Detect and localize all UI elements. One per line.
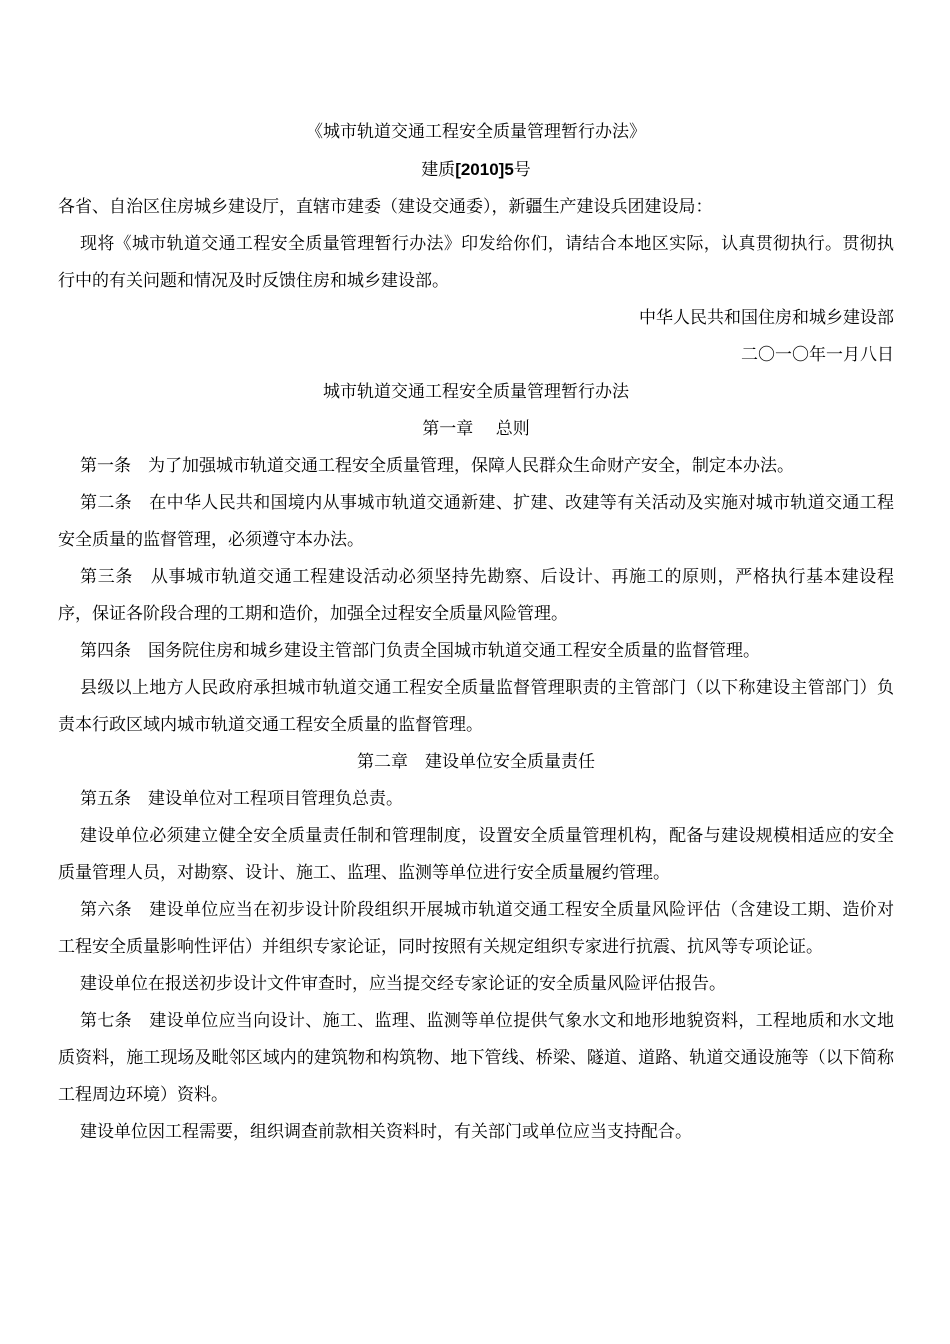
chapter-2-heading: 第二章 建设单位安全质量责任 xyxy=(357,752,595,772)
document-title: 《城市轨道交通工程安全质量管理暂行办法》 xyxy=(306,122,646,142)
article-5: 第五条 建设单位对工程项目管理负总责。 xyxy=(80,789,403,809)
article-6: 第六条 建设单位应当在初步设计阶段组织开展城市轨道交通工程安全质量风险评估（含建设工期、造价对工程安全质量影响性评估）并组织专家论证，同时按照有关规定组织专家进行抗震、抗风等专项论证。 xyxy=(58,900,894,957)
issuer: 中华人民共和国住房和城乡建设部 xyxy=(639,308,894,328)
document-page xyxy=(58,114,894,1151)
article-3: 第三条 从事城市轨道交通工程建设活动必须坚持先勘察、后设计、再施工的原则，严格执行基本建设程序，保证各阶段合理的工期和造价，加强全过程安全质量风险管理。 xyxy=(58,567,894,624)
regulation-title: 城市轨道交通工程安全质量管理暂行办法 xyxy=(323,382,629,402)
article-1: 第一条 为了加强城市轨道交通工程安全质量管理，保障人民群众生命财产安全，制定本办法。 xyxy=(80,456,794,476)
document-number-suffix: 号 xyxy=(513,160,531,180)
document-number-code: [2010]5 xyxy=(455,160,514,179)
document-number xyxy=(58,151,894,189)
article-4-paragraph-2: 县级以上地方人民政府承担城市轨道交通工程安全质量监督管理职责的主管部门（以下称建设主管部门）负责本行政区域内城市轨道交通工程安全质量的监督管理。 xyxy=(58,678,894,735)
document-number-prefix: 建质 xyxy=(421,160,456,180)
addressee: 各省、自治区住房城乡建设厅，直辖市建委（建设交通委），新疆生产建设兵团建设局： xyxy=(58,197,713,217)
article-7: 第七条 建设单位应当向设计、施工、监理、监测等单位提供气象水文和地形地貌资料，工程地质和水文地质资料，施工现场及毗邻区域内的建筑物和构筑物、地下管线、桥梁、隧道、道路、轨道交通设施等（以下简称工程周边环境）资料。 xyxy=(58,1011,894,1105)
article-6-paragraph-2: 建设单位在报送初步设计文件审查时，应当提交经专家论证的安全质量风险评估报告。 xyxy=(80,974,726,994)
notice-body: 现将《城市轨道交通工程安全质量管理暂行办法》印发给你们，请结合本地区实际，认真贯彻执行。贯彻执行中的有关问题和情况及时反馈住房和城乡建设部。 xyxy=(58,234,894,291)
article-4: 第四条 国务院住房和城乡建设主管部门负责全国城市轨道交通工程安全质量的监督管理。 xyxy=(80,641,760,661)
article-5-paragraph-2: 建设单位必须建立健全安全质量责任制和管理制度，设置安全质量管理机构，配备与建设规模相适应的安全质量管理人员，对勘察、设计、施工、监理、监测等单位进行安全质量履约管理。 xyxy=(58,826,894,883)
chapter-1-heading: 第一章 总则 xyxy=(422,419,530,439)
article-7-paragraph-2: 建设单位因工程需要，组织调查前款相关资料时，有关部门或单位应当支持配合。 xyxy=(80,1122,692,1142)
issue-date: 二〇一〇年一月八日 xyxy=(741,345,894,365)
article-2: 第二条 在中华人民共和国境内从事城市轨道交通新建、扩建、改建等有关活动及实施对城市轨道交通工程安全质量的监督管理，必须遵守本办法。 xyxy=(58,493,894,550)
